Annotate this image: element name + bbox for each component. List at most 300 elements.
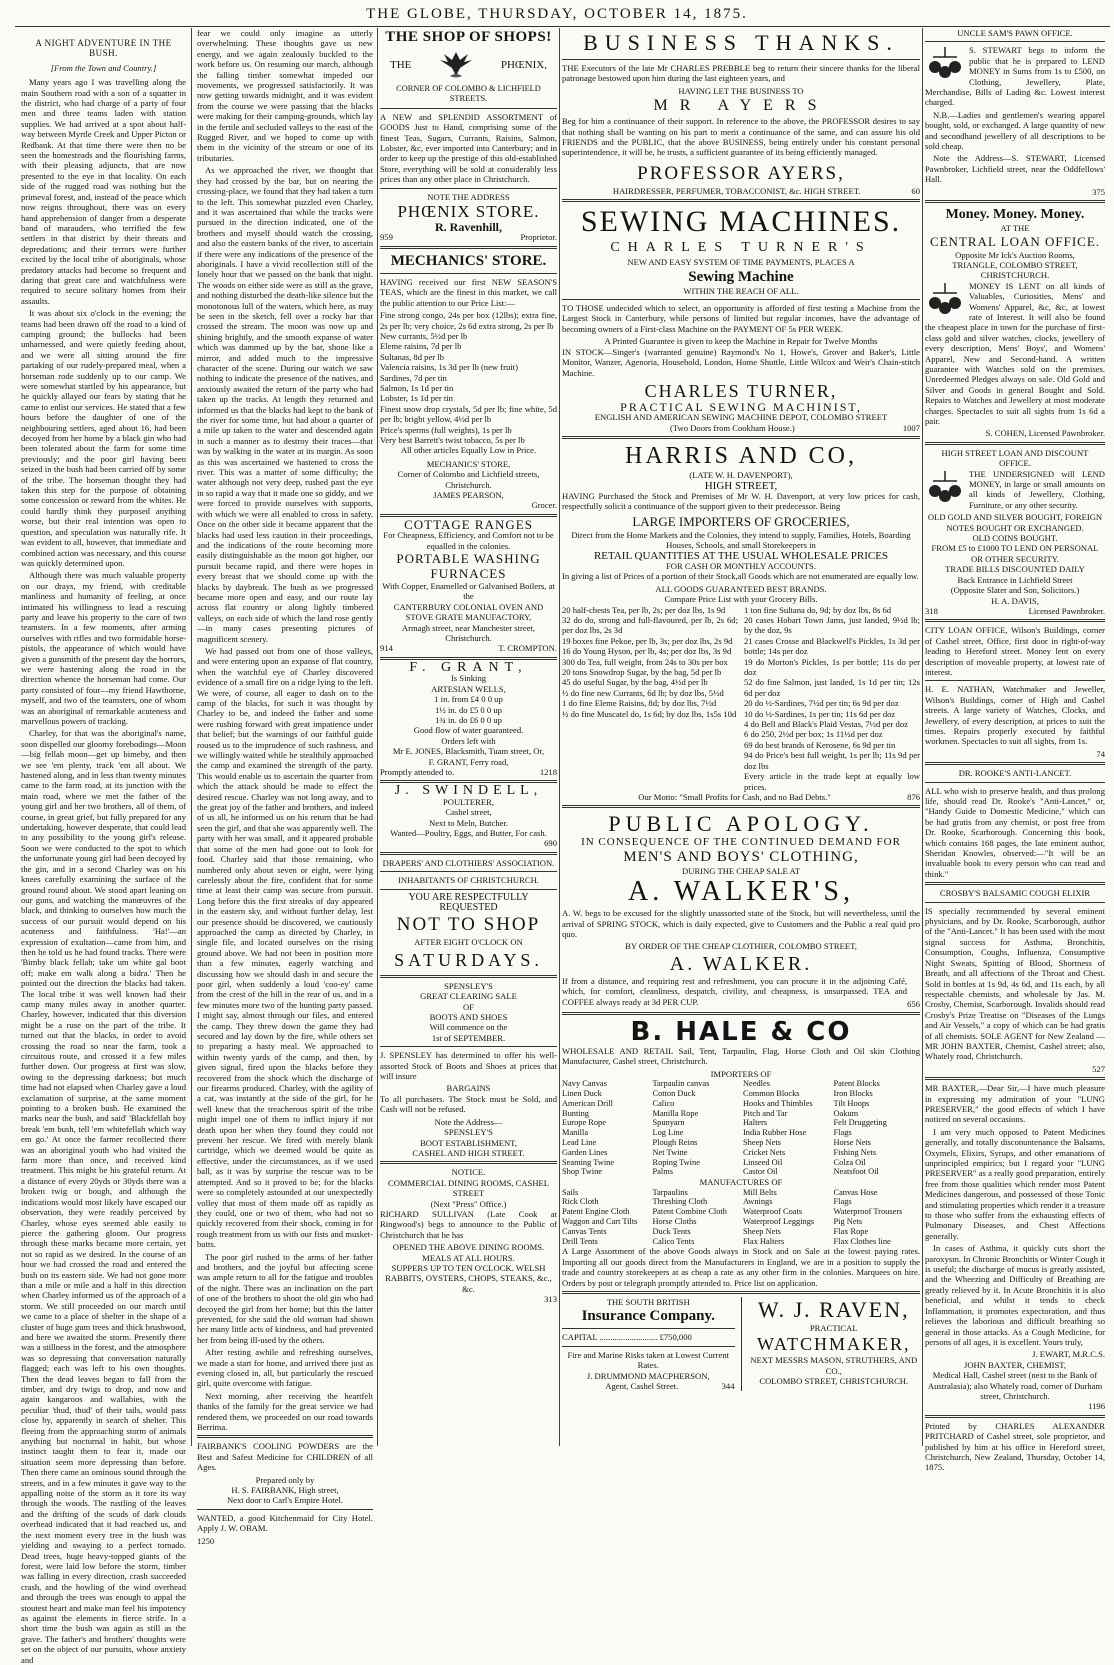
import-item: Tarpaulin canvas — [652, 1079, 710, 1089]
price-item: New currants, 5½d per lb — [380, 330, 468, 341]
motto-line — [562, 792, 920, 802]
import-item: Colza Oil — [833, 1157, 866, 1167]
import-item: Fishing Nets — [833, 1147, 877, 1157]
price-item: Sardines, 7d per tin — [380, 372, 447, 383]
inhabitants: INHABITANTS OF CHRISTCHURCH. — [398, 875, 539, 886]
price-item: 19 do Morton's Pickles, 1s per bottle; 11s do per doz — [744, 656, 920, 678]
import-item: Halters — [743, 1118, 768, 1128]
davis-text: THE UNDERSIGNED will LEND MONEY, in large or small amounts on all kinds of Jewellery, Clothing, Furniture, or any other security. — [969, 468, 1105, 510]
divider — [380, 273, 557, 274]
pawnbroker-balls-icon — [925, 281, 965, 315]
price-item: Salmon, 1s 1d per tin — [380, 382, 454, 393]
importers-col — [562, 1079, 649, 1177]
practical2: PRACTICAL — [809, 1322, 858, 1333]
insurance-ad — [562, 1297, 742, 1391]
opposite-ick: Opposite Mr Ick's Auction Rooms, — [955, 249, 1075, 260]
divider — [925, 782, 1105, 783]
mens-boys: MEN'S AND BOYS' CLOTHING, — [623, 848, 859, 865]
pawnbroker-balls-icon — [925, 45, 965, 79]
manufacture-item: Flax Clothes line — [833, 1236, 891, 1246]
a-walker: A. WALKER. — [669, 952, 813, 975]
fairbank-address: Next door to Carl's Empire Hotel. — [226, 1495, 344, 1506]
phoenix-footer — [380, 232, 557, 242]
harris-high-street: HIGH STREET, — [704, 479, 778, 492]
divider — [380, 871, 557, 872]
drapers-title: DRAPERS' AND CLOTHIERS' ASSOCIATION. — [382, 857, 555, 868]
saturdays: SATURDAYS. — [394, 949, 543, 970]
agent-num: 344 — [721, 1381, 735, 1391]
walker-text: A. W. begs to be excused for the slightly unassorted state of the Stock, but will nevertheless, until the arrival of SPRING STOCK, which is daily expected, give to Customers and the Public a real quid pro quo. — [562, 908, 920, 939]
old-gold: OLD GOLD AND SILVER BOUGHT, FOREIGN NOTES BOUGHT OR EXCHANGED. — [927, 512, 1103, 533]
at-the: AT THE — [1000, 223, 1030, 234]
import-item: Plough Reins — [652, 1137, 698, 1147]
fairbank-prepared: Prepared only by — [255, 1474, 315, 1485]
insurance: Insurance Company. — [581, 1308, 715, 1325]
agent-line — [562, 1381, 735, 1391]
import-item: Linseed Oil — [743, 1157, 783, 1167]
import-item: Pitch and Tar — [743, 1108, 788, 1118]
column-rule — [377, 28, 378, 1446]
grant-title: F. GRANT, — [409, 659, 528, 675]
price-item: 16 do Young Hyson, per lb, 4s; per doz lbs, 3s 9d — [562, 646, 732, 657]
baxter-text2: I am very much opposed to Patent Medicines generally, and totally disconuntenance the Balsams, Oxymels, Elixirs, Syrups, and other emanations of unprincipled empirics; but I regard your "LUNG PRESERVER" as a really good preparation, entirely free from those qualities which render most Patent Medicines dangerous, and possessed of those Tonic and stimulating properties which render it a treasure to those who suffer from the exhausting effects of Pulmonary Diseases, and Chest Affections generally. — [925, 1126, 1105, 1241]
large-importers: LARGE IMPORTERS OF GROCERIES, — [632, 513, 850, 529]
phoenix-name: PHŒNIX, — [500, 58, 547, 71]
english-depot: ENGLISH AND AMERICAN SEWING MACHINE DEPOT, COLOMBO STREET — [594, 412, 888, 423]
import-item: Shop Twine — [562, 1167, 602, 1177]
price-item: Very best Barrett's twist tobacco, 5s per lb — [380, 434, 525, 445]
price-item: Eleme raisins, 7d per lb — [380, 341, 462, 352]
price-item: 20 half-chests Tea, per lb, 2s; per doz lbs, 1s 9d — [562, 604, 726, 615]
portable-text: With Copper, Enamelled or Galvanised Boilers, at the — [382, 581, 555, 602]
divider — [925, 882, 1105, 885]
professor-ayers: PROFESSOR AYERS, — [637, 162, 845, 184]
fgrant: F. GRANT, Ferry road, — [428, 756, 509, 767]
turner-footer — [562, 423, 920, 433]
manufacture-item: Waggon and Cart Tilts — [562, 1216, 638, 1226]
manufactures-col — [562, 1188, 649, 1247]
bt-text2: Beg for him a continuance of their support. In reference to the above, the PROFESSOR desires to say that nothing shall be wanting on his part to merit a continuance of the same, and can assure his old FRIENDS and the PUBLIC, that the above BUSINESS, being entirely under his constant personal superintendence, it will be, he trusts, a sufficient guarantee of its being efficiently managed. — [562, 116, 920, 158]
import-item: Bunting — [562, 1108, 589, 1118]
note-address2: Note the Address— — [434, 1116, 503, 1127]
stewart-num: 375 — [1092, 186, 1105, 197]
divider — [562, 436, 920, 439]
column-2 — [197, 28, 373, 1546]
fairbank-text: FAIRBANK'S COOLING POWDERS are the Best and Safest Medicine for CHILDREN of all Ages. — [197, 1441, 373, 1473]
opposite-slater: (Opposite Slater and Son, Solicitors.) — [950, 585, 1080, 596]
commence: Will commence on the — [429, 1022, 508, 1033]
by-order: BY ORDER OF THE CHEAP CLOTHIER, COLOMBO STREET, — [625, 941, 857, 952]
importers-col — [743, 1079, 830, 1177]
davis-name: H. A. DAVIS, — [991, 595, 1039, 606]
import-item: Needles — [743, 1079, 770, 1089]
stewart-text: S. STEWART begs to inform the public that he is prepared to LEND MONEY in Sums from 1s to £500, on Clothing, Jewellery, Plate, Merchandise, Bills of Lading &c. Lowest interest charged. — [925, 45, 1105, 108]
price-item: 69 do best brands of Kerosene, 6s 9d per tin — [744, 739, 896, 750]
grant-sinking: Is Sinking — [450, 673, 487, 684]
price-item: 94 do Price's best full weight, 1s per lb; 11s 9d per doz lbs — [744, 750, 920, 771]
import-item: Europe Rope — [562, 1118, 606, 1128]
sullivan-text: RICHARD SULLIVAN (Late Cook at Ringwood's) begs to announce to the Public of Christchurch that he has — [380, 1208, 557, 1240]
story-paragraph: We had passed out from one of those valleys, and were entering upon an expanse of flat country, when the watchful eye of Charley discovered evidence of a small fire on a ridge lying to the left. We were, of course, all eager to dash on to the camp of the blacks, for such it was thought by Charley to be, and indeed the father and some were rushing forward with great impatience under that belief; but the warnings of our faithful guide roused us to the imprudence of such rashness, and we willingly waited while he stealthily approached the camp and examined the strength of the party. This would enable us to ascertain the quarter from which the attack should be made to effect the desired rescue. Charley was not long away, and to the great joy of the father and brothers, and indeed of us all, he informed us on his return that he had seen the girl, and that she was apparently well. The party with her was small, and it appeared probable that some of the men had gone out to look for food. Charley said that those remaining, who numbered only about seven or eight, were lying carelessly about the fire, confident that for some time at least their camp was secure from pursuit. Long before this the first streaks of day appeared in the eastern sky, and without further delay, lest our presence should be discovered, we cautiously approached the camp as directed by Charley, in single file, and located ourselves on the rising ground above. We had not been in position more than a few minutes, eagerly watching and discussing how we should dash in and secure the poor girl, when suddenly a loud 'coo-ey' came from the crest of the hill in the rear of us, and in a few minutes more two of the hunting party passed. I might say, almost through our files, and entered the camp. They threw down the game they had secured and lay down by the fire, while others set to preparing a hasty meal. We approached to within twenty yards of the camp, and then, by given signal, fired upon the blacks before they recovered from the shock which the discharge of our firearms produced. Charley, with the agility of a cat, was instantly at the side of the girl, for he well knew that the treacherous spirit of the tribe might impel one of them to inflict injury if not death upon her when they found they could not prevent her rescue. We fired with merely blank cartridge, which we deemed would be quite as effective, under the circumstances, as if we used ball, as it was by surprise the rescue was to be attempted. And so it proved to be; for the blacks were so completely astounded at our unexpectedly volley that most of them made off as rapidly as they could, one or two of them, who had not so quickly recovered from their shock, coming in for rough treatment from us with our fists and musket-butts. — [197, 645, 373, 1250]
manufacture-item: Mill Belts — [743, 1187, 777, 1197]
divider — [562, 199, 920, 202]
manufacture-item: Waterproof Coats — [743, 1207, 803, 1217]
guarantee: A Printed Guarantee is given to keep the Machine in Repair for Twelve Months — [604, 336, 878, 347]
next-press: (Next "Press" Office.) — [430, 1198, 507, 1209]
harris-prices-right — [744, 605, 920, 792]
import-item: Castor Oil — [743, 1167, 778, 1177]
well-price: 1¾ in. do £6 0 0 up — [435, 714, 502, 725]
masthead: THE GLOBE, THURSDAY, OCTOBER 14, 1875. — [366, 6, 748, 22]
divider — [380, 188, 557, 189]
wanted-num: 1250 — [197, 1535, 215, 1546]
ewart: J. EWART, M.R.C.S. — [1032, 1349, 1105, 1360]
manufacture-item: Horse Cloths — [652, 1216, 697, 1226]
mechanics-title: MECHANICS' STORE. — [390, 252, 547, 269]
price-item: ½ do fine Muscatel do, 1s 6d; by doz lbs, 1s5s 10d — [562, 708, 737, 719]
import-item: Linen Duck — [562, 1088, 602, 1098]
manufactures-col — [834, 1188, 921, 1247]
divider — [562, 1012, 920, 1015]
story-source: [From the Town and Country.] — [50, 62, 157, 73]
artesian: ARTESIAN WELLS, — [431, 683, 506, 694]
price-item: 45 do useful Sugar, by the bag, 4½d per lb — [562, 677, 708, 688]
mechanics-grocer: Grocer. — [531, 500, 557, 511]
armagh-address: Armagh street, near Manchester street, Christchurch. — [401, 622, 536, 644]
boot-est: BOOT ESTABLISHMENT, — [420, 1137, 517, 1148]
divider — [197, 1509, 373, 1510]
divider — [380, 1161, 557, 1164]
stewart-nb: N.B.—Ladies and gentlemen's wearing apparel bought, sold, or exchanged. A large quantity of new and secondhand jewellery of all descriptions to be sold cheap. — [925, 109, 1105, 152]
phoenix-num: 959 — [380, 232, 393, 243]
bottom-ads — [562, 1297, 920, 1391]
triangle: TRIANGLE, COLOMBO STREET, — [952, 259, 1078, 270]
if-from-line — [562, 976, 920, 1009]
story-paragraph: It was about six o'clock in the evening; the teams had been drawn off the road to a kind of camping ground; the bullocks had been unharnessed, and were quietly feeding about, and we were all sitting around the fire partaking of our rudely-prepared meal, when a horseman rode suddenly up to our camp. We were somewhat startled by his appearance, but he quickly allayed our fears by stating that he came to enlist our services. He stated that a few hours before the daughter of one of the neighbouring settlers, aged about 16, had been decoyed from her home by a black gin who had been tolerated about the farm for some time previously; and the poor girl having been seized in the bush had been carried off by some of the tribe. The horseman thought they had taken this step for the purpose of obtaining some concession or reward from the whites. He could hardly think they purposed anything worse, but their real intention was open to question, and speculation was naturally rife. It was evident to all, however, that immediate and combined action was necessary, and this course was quickly determined upon. — [21, 308, 186, 568]
walkers: A. WALKER'S, — [628, 876, 854, 908]
divider — [562, 1328, 735, 1329]
great-sale: GREAT CLEARING SALE — [420, 991, 517, 1002]
story-paragraph: Next morning, after receiving the heartfelt thanks of the family for the great service we had rendered them, we proceeded on our road towards Berrima. — [197, 1390, 373, 1433]
stewart-address: Note the Address—S. STEWART, Licensed Pawnbroker, Lichfield street, near the Oddfellows' Hall. — [925, 153, 1105, 185]
import-item: Neatsfoot Oil — [833, 1167, 879, 1177]
back-entrance: Back Entrance in Lichfield Street — [957, 574, 1073, 585]
manufactures-col — [653, 1188, 740, 1247]
high-street-loan: HIGH STREET LOAN AND DISCOUNT OFFICE. — [941, 447, 1089, 469]
boots: BOOTS AND SHOES — [429, 1012, 508, 1023]
hairdresser-line — [562, 186, 920, 196]
manufacture-item: Patent Engine Cloth — [562, 1207, 630, 1217]
column-rule — [922, 28, 923, 1446]
manufacture-item: Drill Tents — [562, 1236, 598, 1246]
harris-late: (LATE W. H. DAVENPORT), — [689, 470, 793, 481]
spensley-text2: To all purchasers. The Stock must be Sold, and Cash will not be refused. — [380, 1093, 557, 1115]
manufacture-item: Waterproof Leggings — [743, 1216, 815, 1226]
divider — [197, 1435, 373, 1438]
phoenix-store: PHŒNIX STORE. — [397, 202, 540, 222]
story-paragraph: Although there was much valuable property on our drays, my friend, with creditable manliness and humanity of feeling, at once intimated his willingness to lead a rescuing party and leave his property to the care of two teamsters. In a few moments, after arming ourselves with rifles and two formidable horse-pistols, the appearance of which would have given a gunsmith of the present day the horrors, we were hastening along the road in the direction whence the horseman had come. Our party consisted of four—my friend Hawthorne, myself, and two of the teamsters, one of whom was an aboriginal of remarkable acuteness and marvellous powers of tracking. — [21, 570, 186, 726]
column-5 — [925, 28, 1105, 1473]
phoenix-header — [380, 50, 557, 80]
capital: CAPITAL ........................... £750,000 — [562, 1332, 692, 1343]
divider — [380, 1046, 557, 1047]
manufacture-item: Flax Halters — [743, 1236, 785, 1246]
in-giving: In giving a list of Prices of a portion of their Stock,all Goods which are not enumerated are equally low. — [562, 571, 919, 582]
fire-marine: Fire and Marine Risks taken at Lowest Current Rates. — [567, 1349, 730, 1371]
wanted-poultry: Wanted—Poultry, Eggs, and Butter, For cash. — [390, 827, 547, 838]
manufactures-of: MANUFACTURES OF — [699, 1177, 783, 1188]
turner-title: CHARLES TURNER'S — [610, 240, 872, 256]
colombo-street: COLOMBO STREET, CHRISTCHURCH. — [759, 1376, 909, 1387]
phoenix-note: NOTE THE ADDRESS — [427, 191, 510, 202]
crosby-num: 527 — [1092, 1063, 1105, 1074]
during: DURING THE CHEAP SALE AT — [682, 865, 800, 876]
public-apology-title: PUBLIC APOLOGY. — [608, 811, 874, 837]
opened: OPENED THE ABOVE DINING ROOMS. — [392, 1242, 545, 1253]
divider — [925, 41, 1105, 42]
price-item: Valencia raisins, 1s 3d per lb (new fruit) — [380, 362, 518, 373]
story-title: A NIGHT ADVENTURE IN THE BUSH. — [35, 38, 172, 59]
john-baxter: JOHN BAXTER, CHEMIST, — [963, 1359, 1066, 1370]
divider — [380, 246, 557, 249]
importers-col — [834, 1079, 921, 1177]
medical-hall: Medical Hall, Cashel street (next to the Bank of Australasia); also Whately road, corner of Durham street, Christchurch. — [927, 1370, 1103, 1401]
nathan-text: H. E. NATHAN, Watchmaker and Jeweller, Wilson's Buildings, corner of High and Cashel streets. A large variety of Watches, Clocks, and Jewellery, of every description, at prices to suit the times. Repairs properly executed by faithful workmen. Spectacles to suit all sights, from 1s. — [925, 684, 1105, 747]
divider — [925, 442, 1105, 445]
agent: Agent, Cashel Street. — [605, 1381, 679, 1391]
grant-footer — [380, 767, 557, 777]
story-paragraph: After resting awhile and refreshing ourselves, we made a start for home, and arrived there just as evening closed in, all, but particularly the rescued girl, quite overcome with fatigue. — [197, 1347, 373, 1389]
divider — [380, 975, 557, 978]
import-item: Palms — [652, 1167, 673, 1177]
story-paragraph: The poor girl rushed to the arms of her father and brothers, and the joyful but affecting scene was ample return to all for the fatigue and troubles of the night. There was an inclination on the part of one of the brothers to shoot the old gin who had decoyed the girl from her home; but this the latter prevented, for she said the old woman had shown her many little acts of kindness, and had prevented her from being ill-used by the others. — [197, 1251, 373, 1345]
davis-footer — [925, 606, 1105, 616]
notice: NOTICE. — [451, 1167, 486, 1178]
within-reach: WITHIN THE REACH OF ALL. — [683, 285, 799, 296]
divider — [925, 200, 1105, 203]
price-item: 1 ton fine Sultana do, 9d; by doz lbs, 8s 6d — [744, 604, 892, 615]
city-loan: CITY LOAN OFFICE, Wilson's Buildings, corner of Cashel street, Office, first door in right-of-way leading to Hereford street. Money lent on every description of moveable property, at lowest rate of interest. — [925, 625, 1105, 677]
motto: Our Motto: "Small Profits for Cash, and no Bad Debts." — [638, 791, 831, 802]
from-5: FROM £5 to £1000 TO LEND ON PERSONAL OR OTHER SECURITY. — [931, 543, 1099, 564]
wanted-ad — [197, 1513, 373, 1546]
bargains: BARGAINS — [446, 1083, 491, 1094]
import-item: Cotton Duck — [652, 1088, 696, 1098]
mechanics-sig: MECHANICS' STORE, — [426, 458, 511, 469]
hairdresser: HAIRDRESSER, PERFUMER, TOBACCONIST, &c. HIGH STREET. — [612, 185, 861, 196]
ayers-num: 60 — [911, 185, 920, 196]
column-3 — [380, 28, 557, 1446]
sullivan-num: 313 — [544, 1294, 557, 1305]
price-item: 10 do ½-Sardines, 1s per tin; 11s 6d per doz — [744, 708, 896, 719]
import-item: Roping Twine — [652, 1157, 700, 1167]
import-item: Oakum — [833, 1108, 859, 1118]
grant-promptly: Promptly attended to. — [380, 766, 455, 777]
manufacture-item: Awnings — [743, 1197, 773, 1207]
importers-col — [653, 1079, 740, 1177]
price-item: Finest snow drop crystals, 5d per lb; fine white, 5d per lb; bright yellow, 4½d per lb — [380, 403, 557, 425]
phoenix-the: THE — [390, 58, 412, 71]
import-item: Felt Druggeting — [833, 1118, 887, 1128]
south-british: THE SOUTH BRITISH — [606, 1296, 690, 1307]
crosby-text: IS specially recommended by several eminent physicians, and by Dr. Rooke, Scarborough, author of the "Anti-Lancet." It has been used with the most signal success for Asthma, Bronchitis, Consumption, Coughs, Influenza, Consumptive Night Sweats, Spitting of Blood, Shortness of Breath, and all affections of the Throat and Chest. Sold in bottles at 1s 9d, 4s 6d, and 11s each, by all respectable chemists, and wholesale by Jas. M. Crosby, Chemist, Scarborough. Invalids should read Crosby's Prize Treatise on "Diseases of the Lungs and Air Vessels," a copy of which can be had gratis of all chemists. SOLE AGENT for New Zealand — MR JOHN BAXTER, Chemist, Cashel street; also, Whately road, Christchurch. — [925, 905, 1105, 1062]
price-item: 32 do do, strong and full-flavoured, per lb, 2s 6d; per doz lbs, 2s 3d — [562, 615, 738, 636]
price-item: Price's sperms (full weights), 1s per lb — [380, 424, 512, 435]
manufacture-item: Calico Tents — [652, 1236, 695, 1246]
crompton-name: T. CROMPTON. — [498, 643, 557, 654]
harris-price-list — [562, 605, 920, 792]
retail-quantities: RETAIL QUANTITIES AT THE USUAL WHOLESALE PRICES — [593, 549, 889, 562]
import-item: Navy Canvas — [562, 1079, 607, 1089]
next-meln: Next to Meln, Butcher. — [428, 817, 508, 828]
baxter-text: MR BAXTER,—Dear Sir,—I have much pleasure in expressing my admiration of your "LUNG PRESERVER," the good effects of which I have noticed on several occasions. — [925, 1083, 1105, 1125]
new-easy: NEW AND EASY SYSTEM OF TIME PAYMENTS, PLACES A — [627, 257, 855, 268]
nathan-num: 74 — [1096, 748, 1105, 759]
practical-machinist: PRACTICAL SEWING MACHINIST, — [620, 399, 862, 414]
manufacture-item: Tarpaulins — [652, 1187, 688, 1197]
manufacture-item: Waterproof Trousers — [833, 1207, 903, 1217]
price-item: 4 do Bell and Black's Plaid Vestas, 7½d per doz — [744, 719, 908, 730]
price-item: 300 do Tea, full weight, from 24s to 30s per box — [562, 656, 728, 667]
spensley-text: J. SPENSLEY has determined to offer his well-assorted Stock of Boots and Shoes at prices that will insure — [380, 1050, 557, 1082]
to-those: TO THOSE undecided which to select, an opportunity is afforded of first testing a Machine from the Largest Stock in Canterbury, while persons of limited but regular incomes, have the advantage of becoming owners of a First-class Machine on the PAYMENT OF 5s PER WEEK. — [562, 303, 920, 334]
divider — [380, 889, 557, 890]
import-item: Manilla — [562, 1128, 589, 1138]
in-consequence: IN CONSEQUENCE OF THE CONTINUED DEMAND FOR — [581, 836, 901, 849]
ravenhill: R. Ravenhill, — [434, 220, 502, 235]
import-item: Lead Line — [562, 1137, 597, 1147]
manufacture-item: Patent Combine Cloth — [652, 1207, 727, 1217]
fairbank-ad — [197, 1441, 373, 1505]
spensley-title: SPENSLEY'S — [444, 980, 493, 991]
pawnbroker-balls-icon — [925, 469, 965, 503]
manufacture-item: Rick Cloth — [562, 1197, 599, 1207]
crompton-num: 914 — [380, 643, 393, 654]
wanted-text: WANTED, a good Kitchenmaid for City Hotel. Apply J. W. OBAM. — [197, 1512, 373, 1534]
crompton-footer — [380, 643, 557, 653]
import-item: Garden Lines — [562, 1147, 608, 1157]
import-item: Flags — [833, 1128, 852, 1138]
mechanics-owner: JAMES PEARSON, — [433, 490, 504, 500]
divider — [562, 805, 920, 808]
crosby-title: CROSBY'S BALSAMIC COUGH ELIXIR — [939, 888, 1091, 899]
price-item: 20 do ½-Sardines, 7½d per tin; 6s 9d per doz — [744, 698, 899, 709]
good-flow: Good flow of water guaranteed. — [413, 725, 524, 736]
price-item: All other articles Equally Low in Price. — [400, 445, 537, 456]
manufacture-item: Canvas Hose — [833, 1187, 878, 1197]
divider — [925, 762, 1105, 765]
cohen-text: MONEY IS LENT on all kinds of Valuables, Curiosities, Mens' and Womens' Apparel, &c, &c, at lowest rate of Interest. It will also be found the cheapest place in town for the purchase of first-class gold and silver watches, clocks, jewellery of every description, Mens' Boys', and Womens' Apparel, New and Second-hand. A written guarantee with Watches sold on the premises. Unredeemed Pledges always on sale. Old Gold and Silver and Goods in general Bought and Sold. Repairs to Watches and Jewellery at most moderate charges. Spectacles to suit all sights from 1s 6d a pair. — [925, 280, 1105, 426]
manufacture-item: Sails — [562, 1187, 579, 1197]
manufacture-item: Flax Rope — [833, 1226, 869, 1236]
import-item: Iron Blocks — [833, 1088, 873, 1098]
importers-of: IMPORTERS OF — [710, 1068, 772, 1079]
meals: MEALS AT ALL HOURS. — [422, 1252, 515, 1263]
christchurch: CHRISTCHURCH. — [980, 270, 1050, 281]
cottage-title: COTTAGE RANGES — [404, 516, 533, 532]
divider — [380, 852, 557, 855]
column-rule — [191, 28, 192, 1446]
mechanics-text: HAVING received our first NEW SEASON'S TEAS, which are the finest in this market, we call the public attention to our Price List:— — [380, 276, 557, 308]
swindell-cashel: Cashel street, — [445, 807, 492, 818]
mechanics-address: Corner of Colombo and Lichfield streets, Christchurch. — [397, 469, 540, 490]
having-purchased: HAVING Purchased the Stock and Premises of Mr W. H. Davenport, at very low prices for cash, respectfully solicit a continuance of the support given to their predecessor. Being — [562, 490, 920, 512]
manufactures-list — [562, 1188, 920, 1247]
import-item: Cricket Nets — [743, 1147, 786, 1157]
price-item: Sultanas, 8d per lb — [380, 351, 444, 362]
in-stock: IN STOCK—Singer's (warranted genuine) Raymond's No 1, Howe's, Grover and Baker's, Little Monitor, Wanzer, Agenoria, Household, London, Home Shuttle, Little Wilcox and Weir's Chain-stitch Machine. — [562, 346, 920, 378]
import-item: Spunyarn — [652, 1118, 685, 1128]
story-paragraph: fear we could only imagine as utterly overwhelming. These thoughts gave us new energy, and we again zealously buckled to the work before us. On resuming our march, although the falling timber somewhat impeded our movements, we progressed satisfactorily. It was now getting towards midnight, and it was evident from the course we were passing that the blacks were making for their camping-grounds, which lay in the fertile and secluded valleys to the east of the Rugged River, and we hoped to come up with them in the vicinity of the stream or one of its tributaries. — [197, 28, 373, 163]
masthead-rule — [15, 26, 1110, 27]
import-item: Net Twine — [652, 1147, 688, 1157]
column-1 — [21, 28, 186, 1665]
sewing-machines-title: SEWING MACHINES. — [580, 205, 902, 239]
money-title: Money. Money. Money. — [945, 207, 1085, 223]
manufacture-item: Pig Nets — [833, 1216, 863, 1226]
price-item: 6 do 250, 2½d per box; 1s 11½d per doz — [744, 729, 883, 740]
large-assortment: A Large Assortment of the above Goods always in Stock and on Sale at the lowest paying rates. Importing all our goods direct from the Manufacturers in England, we are in a position to supply the trade and country storekeepers at as cheap a rate as any other firm in the colonies. Marquees on hire. Orders by post or telegraph promptly attended to. Price list on application. — [562, 1246, 920, 1288]
manufacture-item: Flags — [833, 1197, 852, 1207]
importers-list — [562, 1079, 920, 1177]
price-item: 52 do fine Salmon, just landed, 1s 1d per tin; 12s 6d per doz — [744, 677, 920, 698]
of: OF — [463, 1001, 474, 1012]
price-item: 20 cases Hobart Town Jams, just landed, 9½d lb; by the doz, 9s — [744, 615, 920, 636]
hale-title: B. HALE & CO — [630, 1016, 852, 1047]
central-loan: CENTRAL LOAN OFFICE. — [929, 233, 1101, 249]
turner-num: 1007 — [902, 422, 920, 433]
having-let: HAVING LET THE BUSINESS TO — [678, 85, 804, 96]
import-item: Manilla Rope — [652, 1108, 699, 1118]
davis-num: 318 — [925, 605, 938, 616]
harris-title: HARRIS AND CO, — [624, 443, 858, 470]
price-item: 20 tons Snowdrop Sugar, by the bag, 5d per lb — [562, 667, 722, 678]
import-item: India Rubber Hose — [743, 1128, 807, 1138]
price-item: 21 cases Crosse and Blackwell's Pickles, 1s 3d per bottle; 14s per doz — [744, 635, 920, 657]
grant-num: 1218 — [539, 766, 557, 777]
divider — [925, 902, 1105, 903]
old-coins: OLD COINS BOUGHT. — [972, 533, 1058, 544]
uncle-sam-title: UNCLE SAM'S PAWN OFFICE. — [957, 28, 1073, 38]
phoenix-text: A NEW and SPLENDID ASSORTMENT of GOODS Just to Hand, comprising some of the finest Teas, Sugars, Currants, Raisins, Salmon, Lobster, &c, ever imported into Canterbury; and in order to keep up the prestige of this old-established Store, everything will be sold at considerably less prices than any other place in Christchurch. — [380, 111, 557, 185]
divider — [380, 108, 557, 109]
divider — [925, 619, 1105, 622]
import-item: Calico — [652, 1098, 675, 1108]
import-item: Hooks and Thimbles — [743, 1098, 813, 1108]
poulterer: POULTERER, — [442, 796, 494, 807]
phoenix-bird-icon — [436, 50, 476, 80]
charles-turner: CHARLES TURNER, — [644, 380, 838, 401]
commercial: COMMERCIAL DINING ROOMS, CASHEL STREET — [387, 1177, 550, 1199]
not-to-shop: NOT TO SHOP — [396, 914, 541, 936]
price-list — [380, 310, 557, 456]
divider — [562, 299, 920, 300]
manufacture-item: Threshing Cloth — [652, 1197, 708, 1207]
well-price: 1 in. from £4 0 0 up — [434, 694, 503, 705]
two-doors: (Two Doors from Cookham House.) — [670, 422, 795, 433]
wholesale-text: WHOLESALE AND RETAIL Sail, Tent, Tarpaulin, Flag, Horse Cloth and Oil skin Clothing Manufacturer, Cashel street, Christchurch. — [562, 1045, 920, 1067]
raven-title: W. J. RAVEN, — [757, 1296, 910, 1322]
motto-num: 876 — [907, 791, 920, 802]
price-item: 19 boxes fine Pekoe, per lb, 3s; per doz lbs, 2s 9d — [562, 635, 733, 646]
harris-prices-left — [562, 605, 738, 792]
story-paragraph: As we approached the river, we thought that they had crossed by the bar, but on nearing the crossing-place, we found that they had taken a turn to the left. This somewhat puzzled even Charley, and it was ascertained that while the tracks were pursued in the direction indicated, one of the brothers and myself should watch the crossing, and also the eastern banks of the river, to ascertain if there were any indications of the presence of the aboriginals. I have a vivid recollection still of the lonely hour that we passed on the bank that night. The woods on either side were as still as the grave, and nothing disturbed the death-like silence but the monotonous lull of the waters, which here, as may be seen in the sketch, fell over a rocky bar that crossed the stream. The moon was now up and shining brightly, and the smooth expanse of water which was dammed up by the bar, shone like a mirror, and added much to the impressive character of the scene. During our watch we saw nothing to indicate the presence of the natives, and anxiously awaited the return of the party who had taken up the tracks. At length they returned and informed us that the blacks had kept to the bank of the river for some time, but had about a quarter of a mile up taken to the water and descended again in such a manner as to destroy their traces—that was by walking in the water at its margin. As soon as this was ascertained we hastened to cross the river. This was a matter of some difficulty; the water although not very deep, rushed past the eye in so rapid a way that it made one so giddy, and we were forced to provide ourselves with supports, with which we were all enabled to cross in safety. Once on the other side it became apparent that the blacks had used less caution in their proceedings, and the indications of the route becoming more easily distinguishable as the moon got higher, our pursuit became rapid, and there were hopes in every breast that we should come up with the blacks by daybreak. The bush as we progressed became more open and easy, and our route lay across flat country or along lightly timbered valleys, on each side of which the land rose gently—in many cases presenting pictures of magnificent scenery. — [197, 165, 373, 644]
rooke-text: ALL who wish to preserve health, and thus prolong life, should read Dr. Rooke's "Anti-Lancet," or, "Handy Guide to Domestic Medicine," which can be had gratis from any chemist, or post free from Dr. Rooke, Scarborough. Concerning this book, which contains 168 pages, the late eminent author, Sheridan Knowles, observed:—"It will be an invaluable book to every person who can read and think." — [925, 785, 1105, 879]
bt-text: THE Executors of the late Mr CHARLES PREBBLE beg to return their sincere thanks for the liberal patronage bestowed upon him during the last eighteen years, and — [562, 63, 920, 84]
orders-left: Orders left with — [441, 735, 496, 746]
manufacture-item: Duck Tents — [652, 1226, 691, 1236]
import-item: Sheep Nets — [743, 1137, 781, 1147]
